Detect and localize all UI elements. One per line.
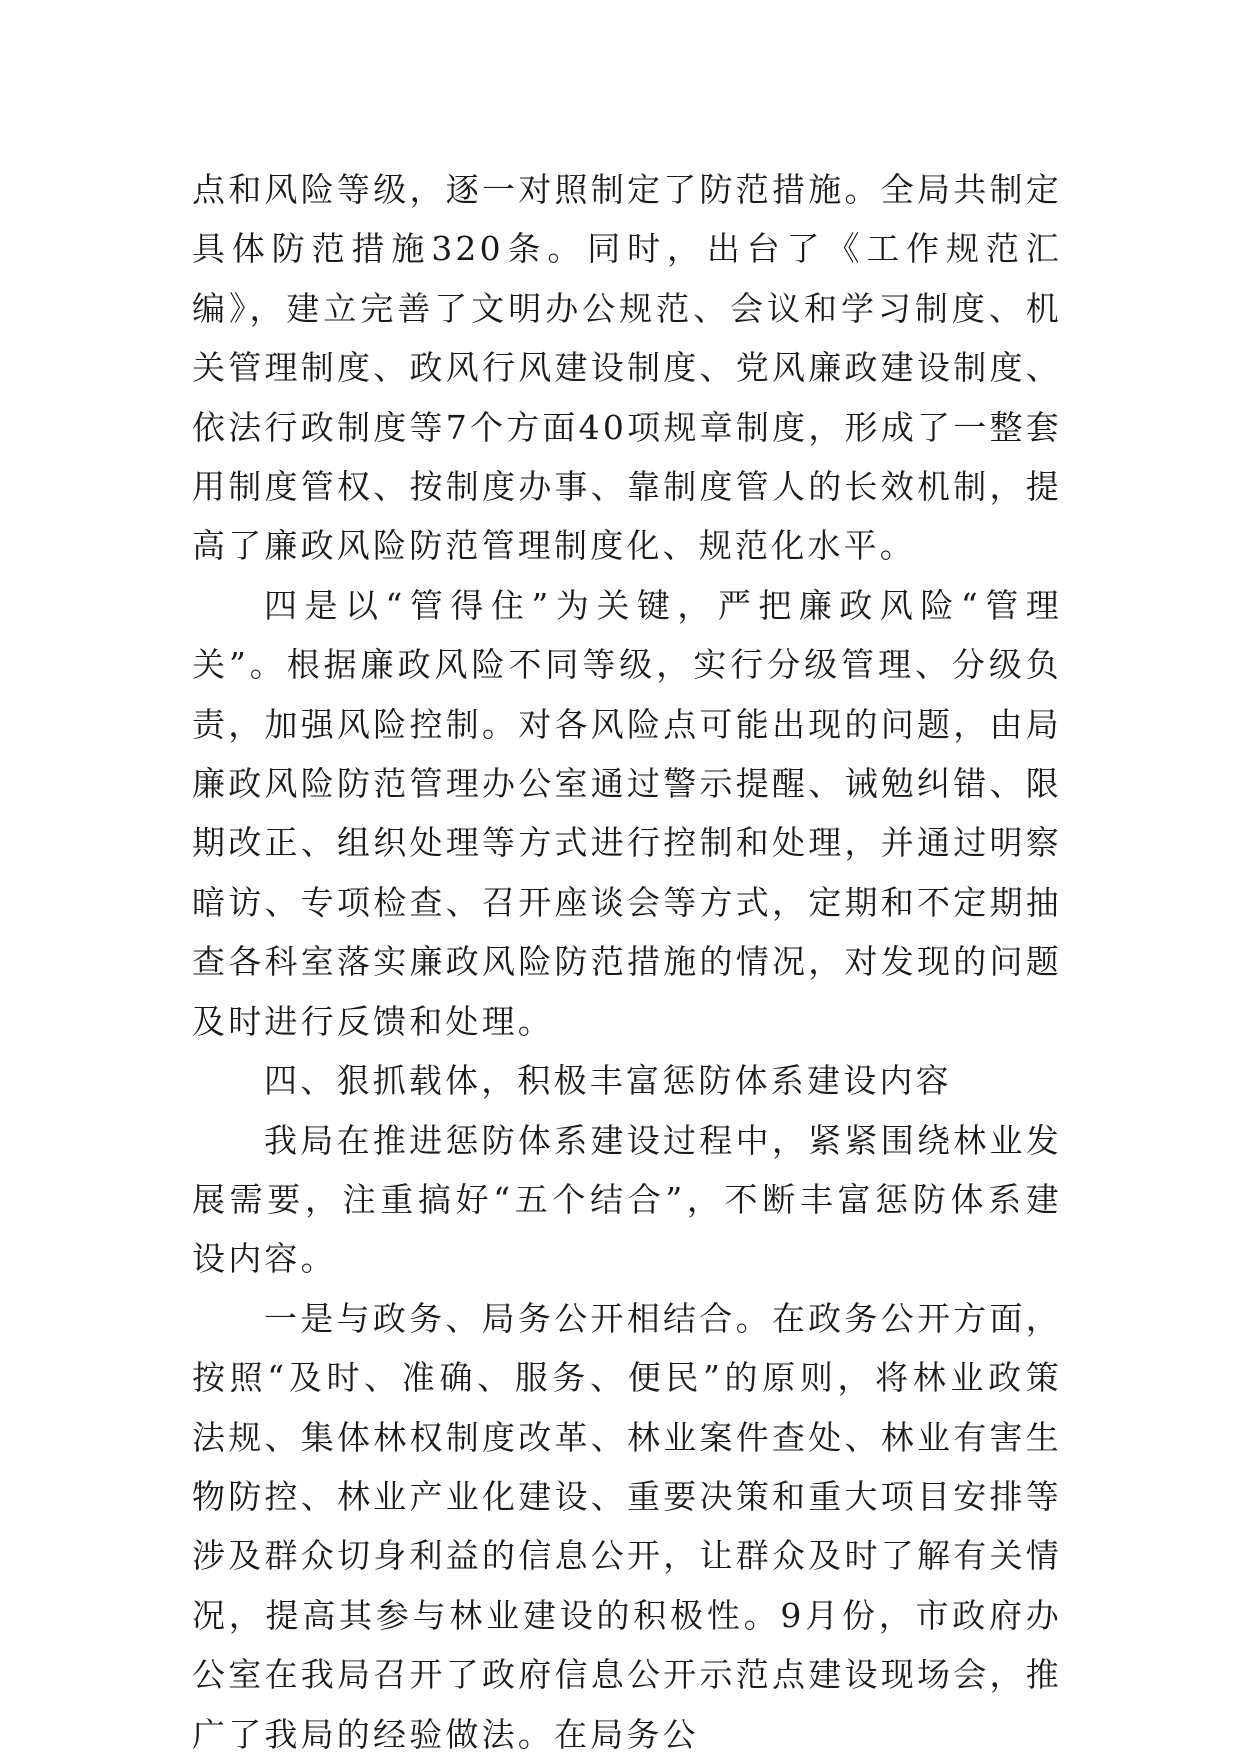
paragraph-point-one: 一是与政务、局务公开相结合。在政务公开方面，按照“及时、准确、服务、便民”的原则，将林业政策法规、集体林权制度改革、林业案件查处、林业有害生物防控、林业产业化建设、重要决策和重大项目安排等涉及群众切身利益的信息公开，让群众及时了解有关情况，提高其参与林业建设的积极性。9月份，市政府办公室在我局召开了政府信息公开示范点建设现场会，推广了我局的经验做法。在局务公 bbox=[192, 1298, 1062, 1754]
paragraph-continued: 点和风险等级，逐一对照制定了防范措施。全局共制定具体防范措施320条。同时，出台了《工作规范汇编》，建立完善了文明办公规范、会议和学习制度、机关管理制度、政风行风建设制度、党风廉政建设制度、依法行政制度等7个方面40项规章制度，形成了一整套用制度管权、按制度办事、靠制度管人的长效机制，提高了廉政风险防范管理制度化、规范化水平。 bbox=[192, 170, 1062, 566]
paragraph-point-four: 四是以“管得住”为关键，严把廉政风险“管理关”。根据廉政风险不同等级，实行分级管理、分级负责，加强风险控制。对各风险点可能出现的问题，由局廉政风险防范管理办公室通过警示提醒、诫勉纠错、限期改正、组织处理等方式进行控制和处理，并通过明察暗访、专项检查、召开座谈会等方式，定期和不定期抽查各科室落实廉政风险防范措施的情况，对发现的问题及时进行反馈和处理。 bbox=[192, 585, 1062, 1041]
document-body bbox=[192, 160, 1062, 1764]
section-heading: 四、狠抓载体，积极丰富惩防体系建设内容 bbox=[264, 1061, 952, 1101]
paragraph-intro: 我局在推进惩防体系建设过程中，紧紧围绕林业发展需要，注重搞好“五个结合”，不断丰富惩防体系建设内容。 bbox=[192, 1120, 1062, 1279]
